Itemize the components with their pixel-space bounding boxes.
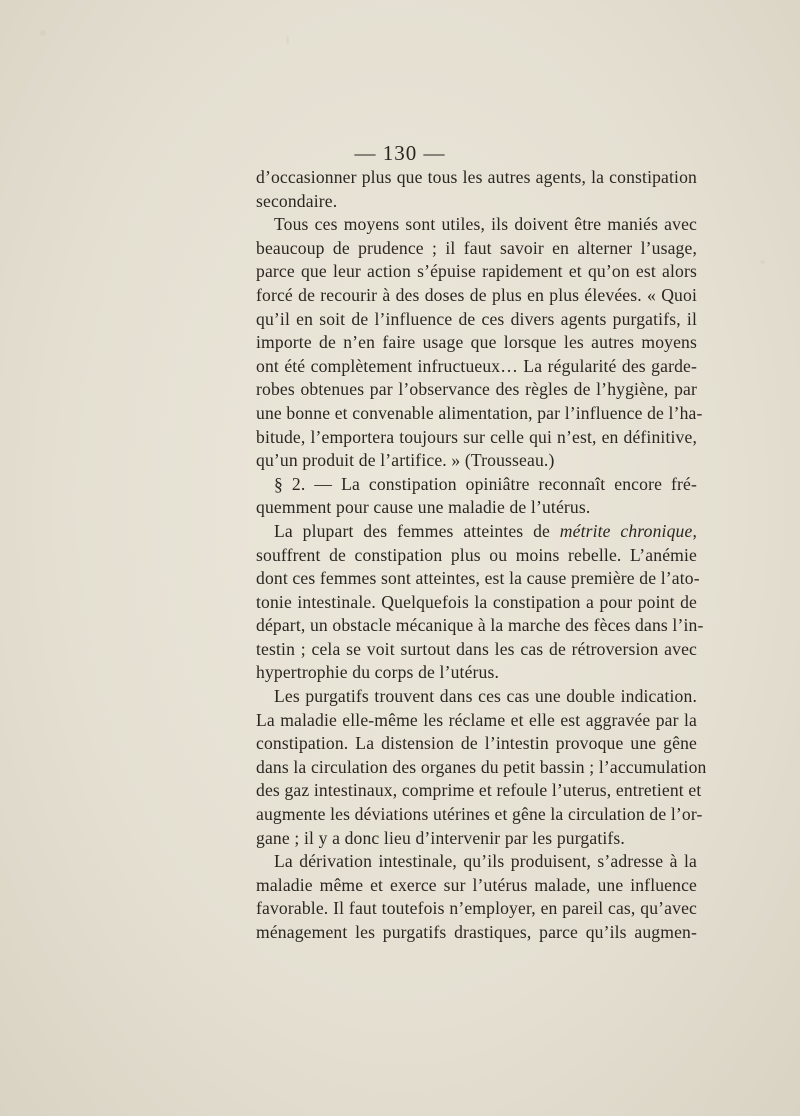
body-text (256, 166, 707, 945)
text-line: augmente les déviations utérines et gêne la circulation de l’or- (256, 804, 703, 825)
text-line: départ, un obstacle mécanique à la marche des fèces dans l’in- (256, 615, 704, 636)
text-line: maladie même et exerce sur l’utérus malade, une influence (256, 874, 697, 895)
text-line: constipation. La distension de l’intestin provoque une gêne (256, 733, 697, 754)
text-line: qu’il en soit de l’influence de ces divers agents purgatifs, il (256, 308, 697, 329)
text-line: une bonne et convenable alimentation, par l’influence de l’ha- (256, 402, 703, 423)
paper-stain (40, 30, 46, 36)
text-line (256, 520, 697, 544)
text-line: forcé de recourir à des doses de plus en plus élevées. « Quoi (256, 284, 697, 305)
text-line: ménagement les purgatifs drastiques, parce qu’ils augmen- (256, 922, 697, 942)
text-line: importe de n’en faire usage que lorsque les autres moyens (256, 332, 697, 353)
paper-stain (286, 36, 289, 45)
text-line: secondaire. (256, 190, 338, 211)
text-line: Tous ces moyens sont utiles, ils doivent être maniés avec (274, 214, 697, 235)
text-line: beaucoup de prudence ; il faut savoir en alterner l’usage, (256, 237, 697, 258)
text-line: tonie intestinale. Quelquefois la constipation a pour point de (256, 591, 697, 612)
text-line: La dérivation intestinale, qu’ils produisent, s’adresse à la (274, 851, 697, 872)
italic-term: métrite chronique (559, 520, 693, 541)
text-line: qu’un produit de l’artifice. » (Trousseau.) (256, 450, 555, 471)
text-line: d’occasionner plus que tous les autres agents, la constipation (256, 167, 697, 187)
text-run: , (692, 520, 698, 541)
text-line: dans la circulation des organes du petit bassin ; l’accumulation (256, 756, 707, 777)
text-run: La plupart des femmes atteintes de (274, 520, 560, 541)
text-line: § 2. — La constipation opiniâtre reconnaît encore fré- (274, 473, 697, 494)
text-line: souffrent de constipation plus ou moins rebelle. L’anémie (256, 544, 697, 565)
text-line: dont ces femmes sont atteintes, est la cause première de l’ato- (256, 568, 700, 589)
text-line: hypertrophie du corps de l’utérus. (256, 662, 500, 683)
text-line: ont été complètement infructueux… La régularité des garde- (256, 355, 697, 376)
text-line: Les purgatifs trouvent dans ces cas une double indication. (274, 686, 697, 707)
paper-stain (760, 260, 765, 264)
text-line: robes obtenues par l’observance des règles de l’hygiène, par (256, 379, 697, 400)
page-number: — 130 — (354, 141, 446, 165)
text-line: bitude, l’emportera toujours sur celle qui n’est, en définitive, (256, 426, 697, 447)
text-line: La maladie elle-même les réclame et elle est aggravée par la (256, 709, 697, 730)
text-line: gane ; il y a donc lieu d’intervenir par les purgatifs. (256, 827, 625, 848)
text-line: testin ; cela se voit surtout dans les cas de rétroversion avec (256, 638, 697, 659)
text-line: des gaz intestinaux, comprime et refoule l’uterus, entretient et (256, 780, 702, 801)
text-line: parce que leur action s’épuise rapidement et qu’on est alors (256, 261, 697, 282)
text-line: favorable. Il faut toutefois n’employer, en pareil cas, qu’avec (256, 898, 697, 919)
text-line: quemment pour cause une maladie de l’utérus. (256, 497, 591, 518)
